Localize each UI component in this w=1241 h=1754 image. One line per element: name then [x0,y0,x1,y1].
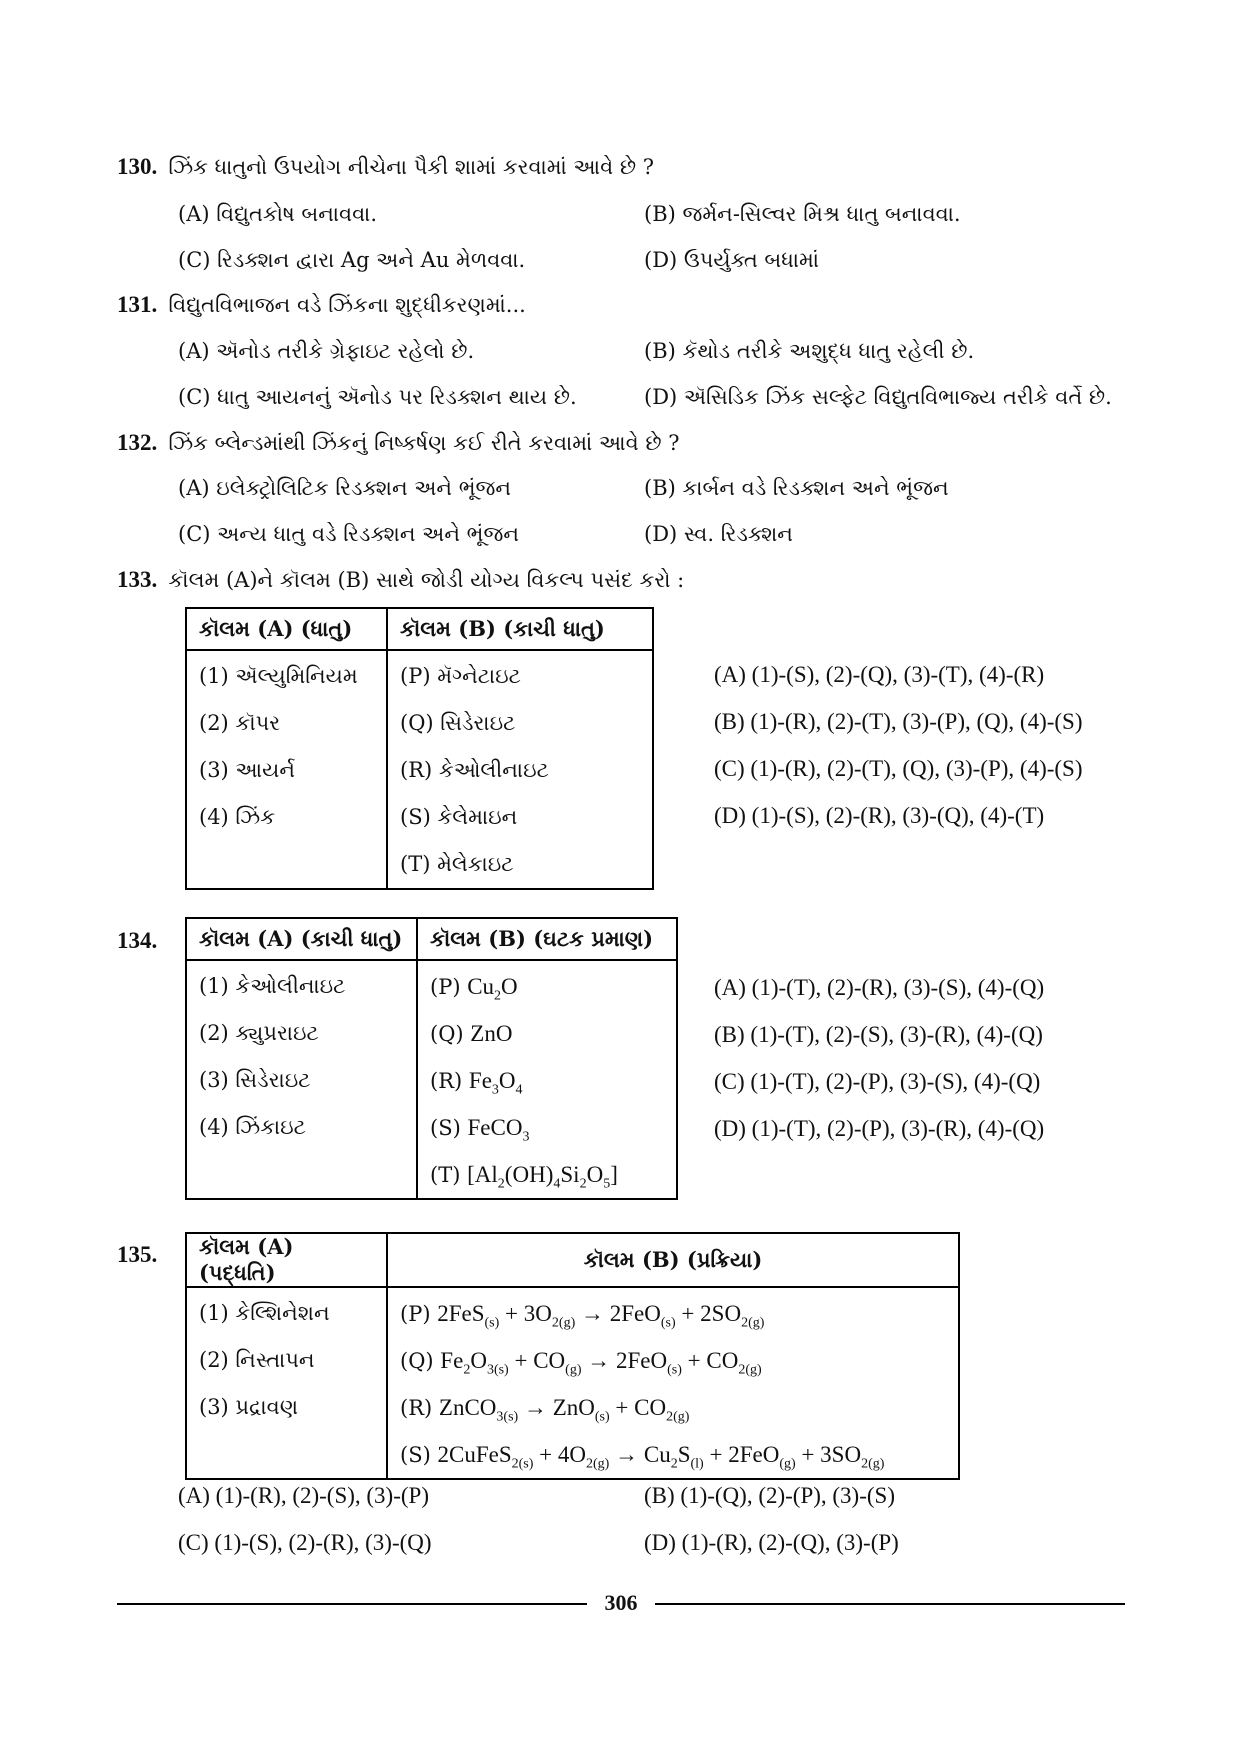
option-c: (C) (1)-(R), (2)-(T), (Q), (3)-(P), (4)-(S) [714,756,1083,781]
option-b: (B) (1)-(R), (2)-(T), (3)-(P), (Q), (4)-(S) [714,709,1083,734]
option-a: (A) (1)-(T), (2)-(R), (3)-(S), (4)-(Q) [714,975,1045,1000]
column-b-item: (Q) સિડેરાઇટ [400,711,516,735]
column-b-item: (P) $Cu_2O$ [430,974,518,1004]
question-number: 135. [117,1242,158,1267]
option-c: (C) અન્ય ધાતુ વડે રિડક્શન અને ભૂંજન [178,522,519,546]
column-a-item: (2) નિસ્તાપન [199,1348,315,1372]
question-number: 133. [117,567,158,592]
option-c: (C) (1)-(S), (2)-(R), (3)-(Q) [178,1530,432,1555]
equation: 2CuFeS$_{2(s)}$ + $4O_{2(g)} \to Cu_2S_{(l)} + 2FeO_{(g)} + 3SO_{2(g)}$ [437,1442,885,1472]
option-a: (A) ઇલેક્ટ્રોલિટિક રિડક્શન અને ભૂંજન [178,476,512,500]
question-text: ઝિંક બ્લેન્ડમાંથી ઝિંકનું નિષ્કર્ષણ કઈ રીતે કરવામાં આવે છે ? [168,431,680,455]
column-a-item: (2) કૉપર [199,711,281,735]
option-d: (D) સ્વ. રિડક્શન [644,522,793,546]
question-number: 134. [117,928,158,953]
column-b-item: (S) કેલેમાઇન [400,805,518,829]
column-a-item: (1) કેલ્શિનેશન [199,1301,330,1325]
option-a: (A) (1)-(R), (2)-(S), (3)-(P) [178,1483,429,1508]
column-a-item: (1) ઍલ્યુમિનિયમ [199,664,358,688]
question-130 [117,154,654,180]
equation: $Fe_2O_{3(s)} + CO_{(g)} \to 2FeO_{(s)} + CO_{2(g)}$ [440,1348,762,1378]
option-c: (C) ધાતુ આયનનું ઍનોડ પર રિડક્શન થાય છે. [178,385,577,409]
option-d: (D) ઍસિડિક ઝિંક સલ્ફેટ વિદ્યુતવિભાજ્ય તરીકે વર્તે છે. [644,385,1112,409]
formula: $[Al_2(OH)_4Si_2O_5]$ [467,1162,618,1192]
column-b-item: (S) 2CuFeS$_{2(s)}$ + $4O_{2(g)} \to Cu_2S_{(l)} + 2FeO_{(g)} + 3SO_{2(g)}$ [400,1442,885,1472]
footer-rule-left [117,1603,587,1605]
option-c: (C) (1)-(T), (2)-(P), (3)-(S), (4)-(Q) [714,1069,1041,1094]
question-132 [117,430,680,456]
formula: $Fe_3O_4$ [468,1068,523,1098]
page-number: 306 [604,1590,638,1615]
option-d: (D) (1)-(R), (2)-(Q), (3)-(P) [644,1530,899,1555]
column-a-item: (4) ઝિંકાઇટ [199,1115,306,1139]
option-b: (B) (1)-(Q), (2)-(P), (3)-(S) [644,1483,895,1508]
option-d: (D) (1)-(T), (2)-(P), (3)-(R), (4)-(Q) [714,1116,1045,1141]
column-a-item: (2) ક્યુપ્રરાઇટ [199,1021,319,1045]
question-number: 132. [117,430,158,455]
column-b-item: (T) મેલેકાઇટ [400,852,514,876]
column-a-header: કૉલમ (A) (ધાતુ) [186,608,387,650]
equation: ZnCO$_{3(s)}$ → $ZnO_{(s)} + CO_{2(g)}$ [438,1395,690,1425]
option-a: (A) ઍનોડ તરીકે ગ્રેફાઇટ રહેલો છે. [178,339,475,363]
footer-rule-right [655,1603,1125,1605]
formula: ZnO [470,1021,513,1046]
option-b: (B) કૅથોડ તરીકે અશુદ્ધ ધાતુ રહેલી છે. [644,339,975,363]
column-b-item: (S) FeCO$_3$ [430,1115,530,1145]
formula: FeCO$_3$ [467,1115,530,1145]
column-b-item: (R) ZnCO$_{3(s)}$ → $ZnO_{(s)} + CO_{2(g)}$ [400,1395,690,1425]
column-b-item: (R) કેઓલીનાઇટ [400,758,549,782]
match-table-134 [185,917,678,1200]
column-b-item: (R) $Fe_3O_4$ [430,1068,523,1098]
question-number: 130. [117,154,158,179]
column-a-item: (3) આયર્ન [199,758,295,782]
question-131 [117,292,526,318]
option-b: (B) (1)-(T), (2)-(S), (3)-(R), (4)-(Q) [714,1022,1043,1047]
column-b-header: કૉલમ (B) (કાચી ધાતુ) [387,608,653,650]
match-table-133 [185,607,654,890]
option-b: (B) કાર્બન વડે રિડક્શન અને ભૂંજન [644,476,949,500]
question-text: કૉલમ (A)ને કૉલમ (B) સાથે જોડી યોગ્ય વિકલ્પ પસંદ કરો : [168,568,685,592]
option-c: (C) રિડક્શન દ્વારા Ag અને Au મેળવવા. [178,248,526,272]
column-a-item: (3) સિડેરાઇટ [199,1068,311,1092]
option-b: (B) જર્મન-સિલ્વર મિશ્ર ધાતુ બનાવવા. [644,202,961,226]
column-a-item: (1) કેઓલીનાઇટ [199,974,346,998]
column-a-header: કૉલમ (A) (કાચી ધાતુ) [186,918,417,960]
option-a: (A) (1)-(S), (2)-(Q), (3)-(T), (4)-(R) [714,662,1045,687]
column-a-header: કૉલમ (A) (પદ્ધતિ) [186,1233,387,1287]
option-d: (D) (1)-(S), (2)-(R), (3)-(Q), (4)-(T) [714,803,1045,828]
column-b-item: (Q) ZnO [430,1021,513,1046]
question-text: ઝિંક ધાતુનો ઉપયોગ નીચેના પૈકી શામાં કરવામાં આવે છે ? [168,155,655,179]
column-b-item: (P) $2FeS_{(s)} + 3O_{2(g)} \to 2FeO_{(s)} + 2SO_{2(g)}$ [400,1301,765,1331]
column-b-item: (P) મૅગ્નેટાઇટ [400,664,521,688]
question-133 [117,567,684,593]
equation: $2FeS_{(s)} + 3O_{2(g)} \to 2FeO_{(s)} + 2SO_{2(g)}$ [437,1301,765,1331]
option-a: (A) વિદ્યુતકોષ બનાવવા. [178,202,377,226]
option-d: (D) ઉપર્યુક્ત બધામાં [644,248,820,272]
formula: $Cu_2O$ [467,974,518,1004]
question-number: 131. [117,292,158,317]
column-b-item: (Q) $Fe_2O_{3(s)} + CO_{(g)} \to 2FeO_{(s)} + CO_{2(g)}$ [400,1348,762,1378]
column-a-item: (4) ઝિંક [199,805,276,829]
column-a-item: (3) પ્રદ્રાવણ [199,1395,299,1419]
column-b-item: (T) $[Al_2(OH)_4Si_2O_5]$ [430,1162,618,1192]
question-text: વિદ્યુતવિભાજન વડે ઝિંકના શુદ્ધીકરણમાં... [168,293,526,317]
match-table-135 [185,1232,960,1480]
column-b-header: કૉલમ (B) (ઘટક પ્રમાણ) [417,918,677,960]
column-b-header: કૉલમ (B) (પ્રક્રિયા) [387,1233,959,1287]
